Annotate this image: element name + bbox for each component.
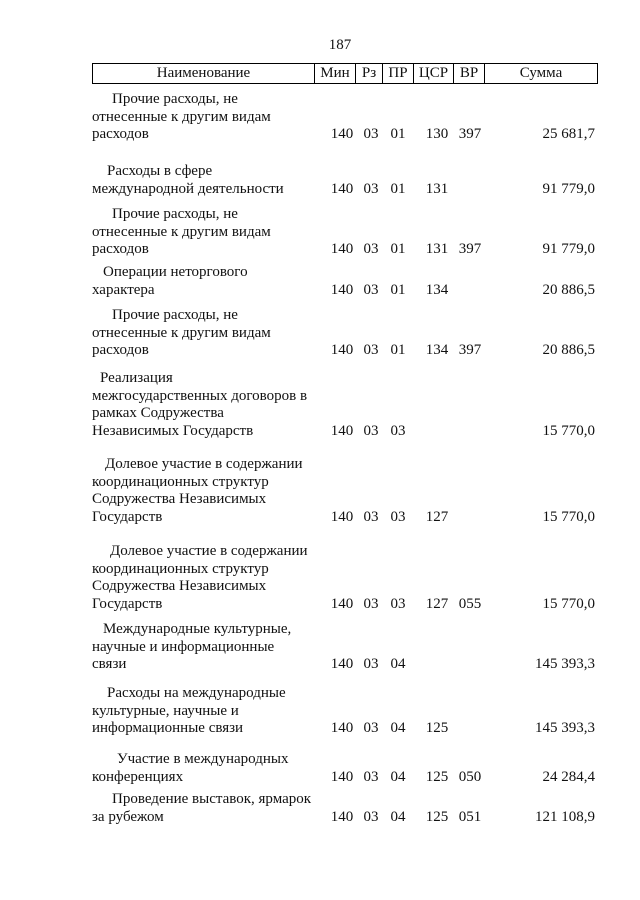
cell-rz: 03 <box>363 126 379 142</box>
cell-pr: 01 <box>390 342 406 358</box>
row-name-line: координационных структур <box>92 473 269 490</box>
cell-pr: 01 <box>390 281 406 298</box>
header-sum: Сумма <box>484 64 597 83</box>
cell-sum: 91 779,0 <box>542 241 595 257</box>
row-name-line: координационных структур <box>92 560 269 577</box>
header-rz: Рз <box>355 64 382 83</box>
cell-min: 140 <box>330 768 354 785</box>
cell-rz: 03 <box>363 656 379 672</box>
cell-vr: 397 <box>458 342 482 358</box>
cell-rz: 03 <box>363 595 379 612</box>
row-name-line: межгосударственных договоров в <box>92 387 308 404</box>
row-name-line: Прочие расходы, не <box>112 206 238 222</box>
cell-vr: 397 <box>458 126 482 142</box>
row-name-line: Участие в международных <box>117 751 289 767</box>
row-values <box>0 342 640 360</box>
cell-min: 140 <box>330 342 354 358</box>
row-name-line: расходов <box>92 241 149 257</box>
cell-min: 140 <box>330 126 354 142</box>
cell-sum: 121 108,9 <box>535 808 595 825</box>
cell-rz: 03 <box>363 422 379 439</box>
row-values <box>0 126 640 144</box>
cell-csr: 130 <box>425 126 449 142</box>
row-values <box>0 656 640 674</box>
cell-vr <box>456 282 484 300</box>
row-name-line: Долевое участие в содержании <box>105 456 303 472</box>
cell-min: 140 <box>330 656 354 672</box>
header-min: Мин <box>314 64 355 83</box>
cell-csr <box>423 423 451 441</box>
cell-sum: 15 770,0 <box>542 422 595 439</box>
cell-min: 140 <box>330 422 354 439</box>
row-name-line: Прочие расходы, не <box>112 91 238 107</box>
cell-pr: 04 <box>390 720 406 736</box>
cell-vr: 055 <box>458 595 482 612</box>
cell-min: 140 <box>330 720 354 736</box>
row-name-line: Международные культурные, <box>103 621 292 637</box>
header-csr: ЦСР <box>413 64 453 83</box>
row-name-line: Расходы на международные <box>107 685 286 701</box>
row-values <box>0 809 640 827</box>
cell-vr: 050 <box>458 768 482 785</box>
cell-csr: 125 <box>425 808 449 825</box>
cell-pr: 01 <box>390 241 406 257</box>
cell-sum: 145 393,3 <box>535 720 595 736</box>
row-name-line: Реализация <box>100 370 173 386</box>
row-name-line: отнесенные к другим видам <box>92 324 271 341</box>
header-name: Наименование <box>156 65 251 81</box>
cell-vr: 051 <box>458 808 482 825</box>
cell-rz: 03 <box>363 768 379 785</box>
cell-rz: 03 <box>363 508 379 525</box>
cell-pr: 04 <box>390 768 406 785</box>
row-values <box>0 181 640 199</box>
cell-csr: 131 <box>425 180 449 197</box>
cell-sum: 20 886,5 <box>542 342 595 358</box>
cell-sum: 91 779,0 <box>542 180 595 197</box>
row-name-line: расходов <box>92 342 149 358</box>
cell-sum: 145 393,3 <box>535 656 595 672</box>
row-name-line: научные и информационные <box>92 638 275 655</box>
cell-min: 140 <box>330 508 354 525</box>
row-name-line: Содружества Независимых <box>92 491 267 507</box>
row-values <box>0 769 640 787</box>
cell-csr: 127 <box>425 595 449 612</box>
row-values <box>0 596 640 614</box>
row-values <box>0 423 640 441</box>
row-name-line: культурные, научные и <box>92 702 239 719</box>
cell-sum: 25 681,7 <box>542 126 595 142</box>
cell-rz: 03 <box>363 808 379 825</box>
cell-pr: 04 <box>390 808 406 825</box>
cell-pr: 03 <box>390 595 406 612</box>
row-values <box>0 720 640 738</box>
cell-rz: 03 <box>363 180 379 197</box>
row-name-line: за рубежом <box>92 808 164 825</box>
cell-csr: 134 <box>425 342 449 358</box>
row-name-line: рамках Содружества <box>92 405 224 421</box>
cell-min: 140 <box>330 281 354 298</box>
row-name-line: Расходы в сфере <box>107 163 213 179</box>
row-name-line: Содружества Независимых <box>92 578 267 594</box>
cell-vr <box>456 656 484 674</box>
row-name-line: Долевое участие в содержании <box>110 543 308 559</box>
cell-rz: 03 <box>363 342 379 358</box>
cell-pr: 04 <box>390 656 406 672</box>
cell-csr <box>423 656 451 674</box>
row-name-line: международной деятельности <box>92 180 284 197</box>
cell-vr <box>456 509 484 527</box>
row-name-line: Государств <box>92 595 163 612</box>
row-name-line: Прочие расходы, не <box>112 307 238 323</box>
cell-csr: 125 <box>425 768 449 785</box>
row-name-line: Государств <box>92 508 163 525</box>
cell-pr: 03 <box>390 508 406 525</box>
header-pr: ПР <box>382 64 413 83</box>
cell-vr <box>456 720 484 738</box>
cell-vr <box>456 181 484 199</box>
row-name-line: отнесенные к другим видам <box>92 108 271 125</box>
cell-pr: 03 <box>390 422 406 439</box>
row-name-line: отнесенные к другим видам <box>92 223 271 240</box>
row-name-line: расходов <box>92 126 149 142</box>
row-values <box>0 282 640 300</box>
header-vr: ВР <box>453 64 484 83</box>
cell-csr: 127 <box>425 508 449 525</box>
cell-vr <box>456 423 484 441</box>
cell-min: 140 <box>330 808 354 825</box>
row-values <box>0 241 640 259</box>
cell-sum: 15 770,0 <box>542 508 595 525</box>
cell-sum: 24 284,4 <box>542 768 595 785</box>
cell-csr: 134 <box>425 281 449 298</box>
cell-pr: 01 <box>390 126 406 142</box>
row-name-line: конференциях <box>92 768 184 785</box>
cell-sum: 20 886,5 <box>542 281 595 298</box>
page-number: 187 <box>328 37 352 53</box>
cell-csr: 131 <box>425 241 449 257</box>
cell-rz: 03 <box>363 241 379 257</box>
cell-rz: 03 <box>363 720 379 736</box>
row-values <box>0 509 640 527</box>
row-name-line: Операции неторгового <box>103 264 248 280</box>
table-header <box>92 63 598 84</box>
cell-pr: 01 <box>390 180 406 197</box>
cell-sum: 15 770,0 <box>542 595 595 612</box>
cell-vr: 397 <box>458 241 482 257</box>
cell-min: 140 <box>330 241 354 257</box>
row-name-line: связи <box>92 656 127 672</box>
cell-min: 140 <box>330 180 354 197</box>
cell-csr: 125 <box>425 720 449 736</box>
row-name-line: Проведение выставок, ярмарок <box>112 791 312 807</box>
row-name-line: информационные связи <box>92 720 244 736</box>
cell-min: 140 <box>330 595 354 612</box>
row-name-line: характера <box>92 281 155 298</box>
cell-rz: 03 <box>363 281 379 298</box>
row-name-line: Независимых Государств <box>92 422 254 439</box>
